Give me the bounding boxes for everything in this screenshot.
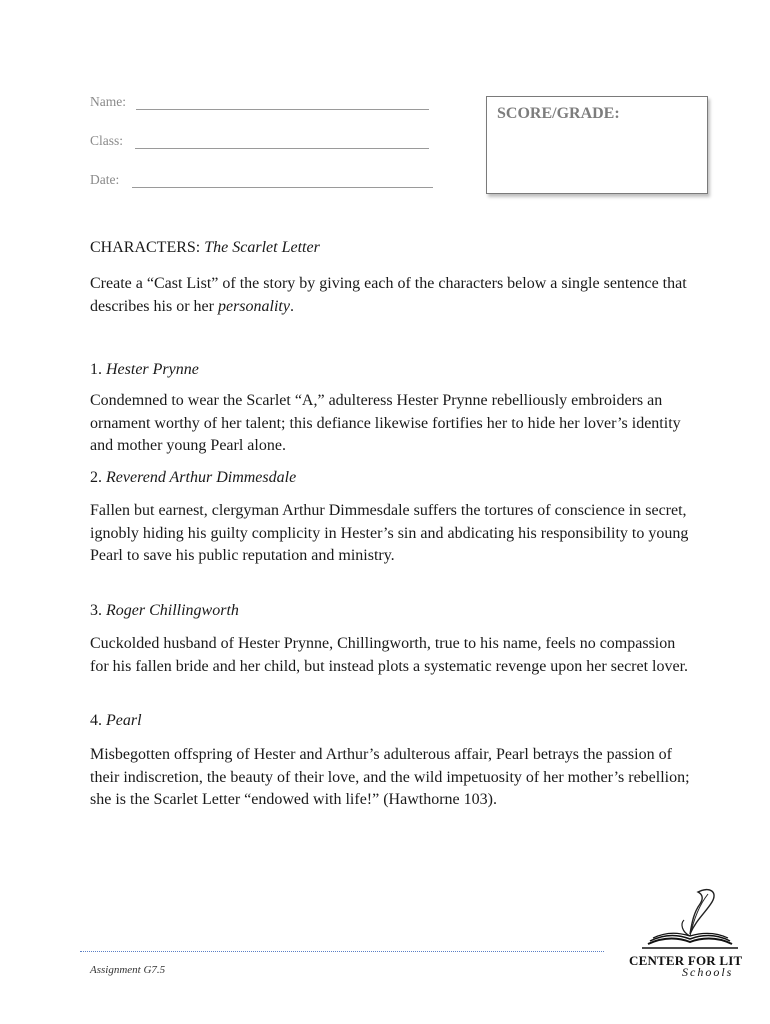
class-line[interactable] [135,148,429,149]
score-grade-box [486,96,708,194]
center-for-lit-logo [620,884,755,984]
logo-text: CENTER FOR LIT [629,953,743,968]
character-description: Cuckolded husband of Hester Prynne, Chillingworth, true to his name, feels no compassion for his fallen bride and her child, but instead plots a systematic revenge upon her secret lover. [90,635,689,675]
character-description: Fallen but earnest, clergyman Arthur Dimmesdale suffers the tortures of conscience in secret, ignobly hiding his guilty complicity in Hester’s sin and abdicating his responsibility to young Pearl to save his public reputation and ministry. [90,502,689,564]
instructions-emphasis: personality [217,298,290,315]
character-description: Misbegotten offspring of Hester and Arthur’s adulterous affair, Pearl betrays the passion of their indiscretion, the beauty of their love, and the wild impetuosity of her mother’s rebellion; she is the Scarlet Letter “endowed with life!” (Hawthorne 103). [90,746,690,808]
heading-prefix: CHARACTERS: [90,239,205,256]
date-field[interactable] [90,172,119,188]
name-label: Name: [90,94,126,109]
character-number: 4. [90,712,106,729]
footer-divider [80,951,604,952]
instructions-text: Create a “Cast List” of the story by giving each of the characters below a single sentence that describes his or her [90,275,687,315]
character-name: Pearl [106,712,142,729]
character-name: Reverend Arthur Dimmesdale [106,469,297,486]
date-label: Date: [90,172,120,187]
instructions-suffix: . [289,298,294,315]
date-line[interactable] [132,187,433,188]
logo-subtext: Schools [682,965,734,979]
name-field[interactable] [90,94,126,110]
character-description: Condemned to wear the Scarlet “A,” adulteress Hester Prynne rebelliously embroiders an ornament worthy of her talent; this defiance likewise fortifies her to hide her lover’s identity and mother young Pearl alone. [90,392,681,454]
book-title: The Scarlet Letter [204,239,320,256]
character-heading [90,361,199,379]
character-name: Hester Prynne [106,361,199,378]
instructions [90,272,690,318]
name-line[interactable] [136,109,429,110]
character-name: Roger Chillingworth [106,602,239,619]
character-heading [90,602,239,620]
character-number: 3. [90,602,106,619]
character-number: 2. [90,469,106,486]
character-number: 1. [90,361,106,378]
character-heading [90,712,142,730]
class-label: Class: [90,133,124,148]
score-grade-label: SCORE/GRADE: [497,105,620,122]
class-field[interactable] [90,133,123,149]
assignment-heading [90,239,320,257]
assignment-id: Assignment G7.5 [90,964,166,976]
quill-book-icon [620,884,755,954]
character-heading [90,469,296,487]
